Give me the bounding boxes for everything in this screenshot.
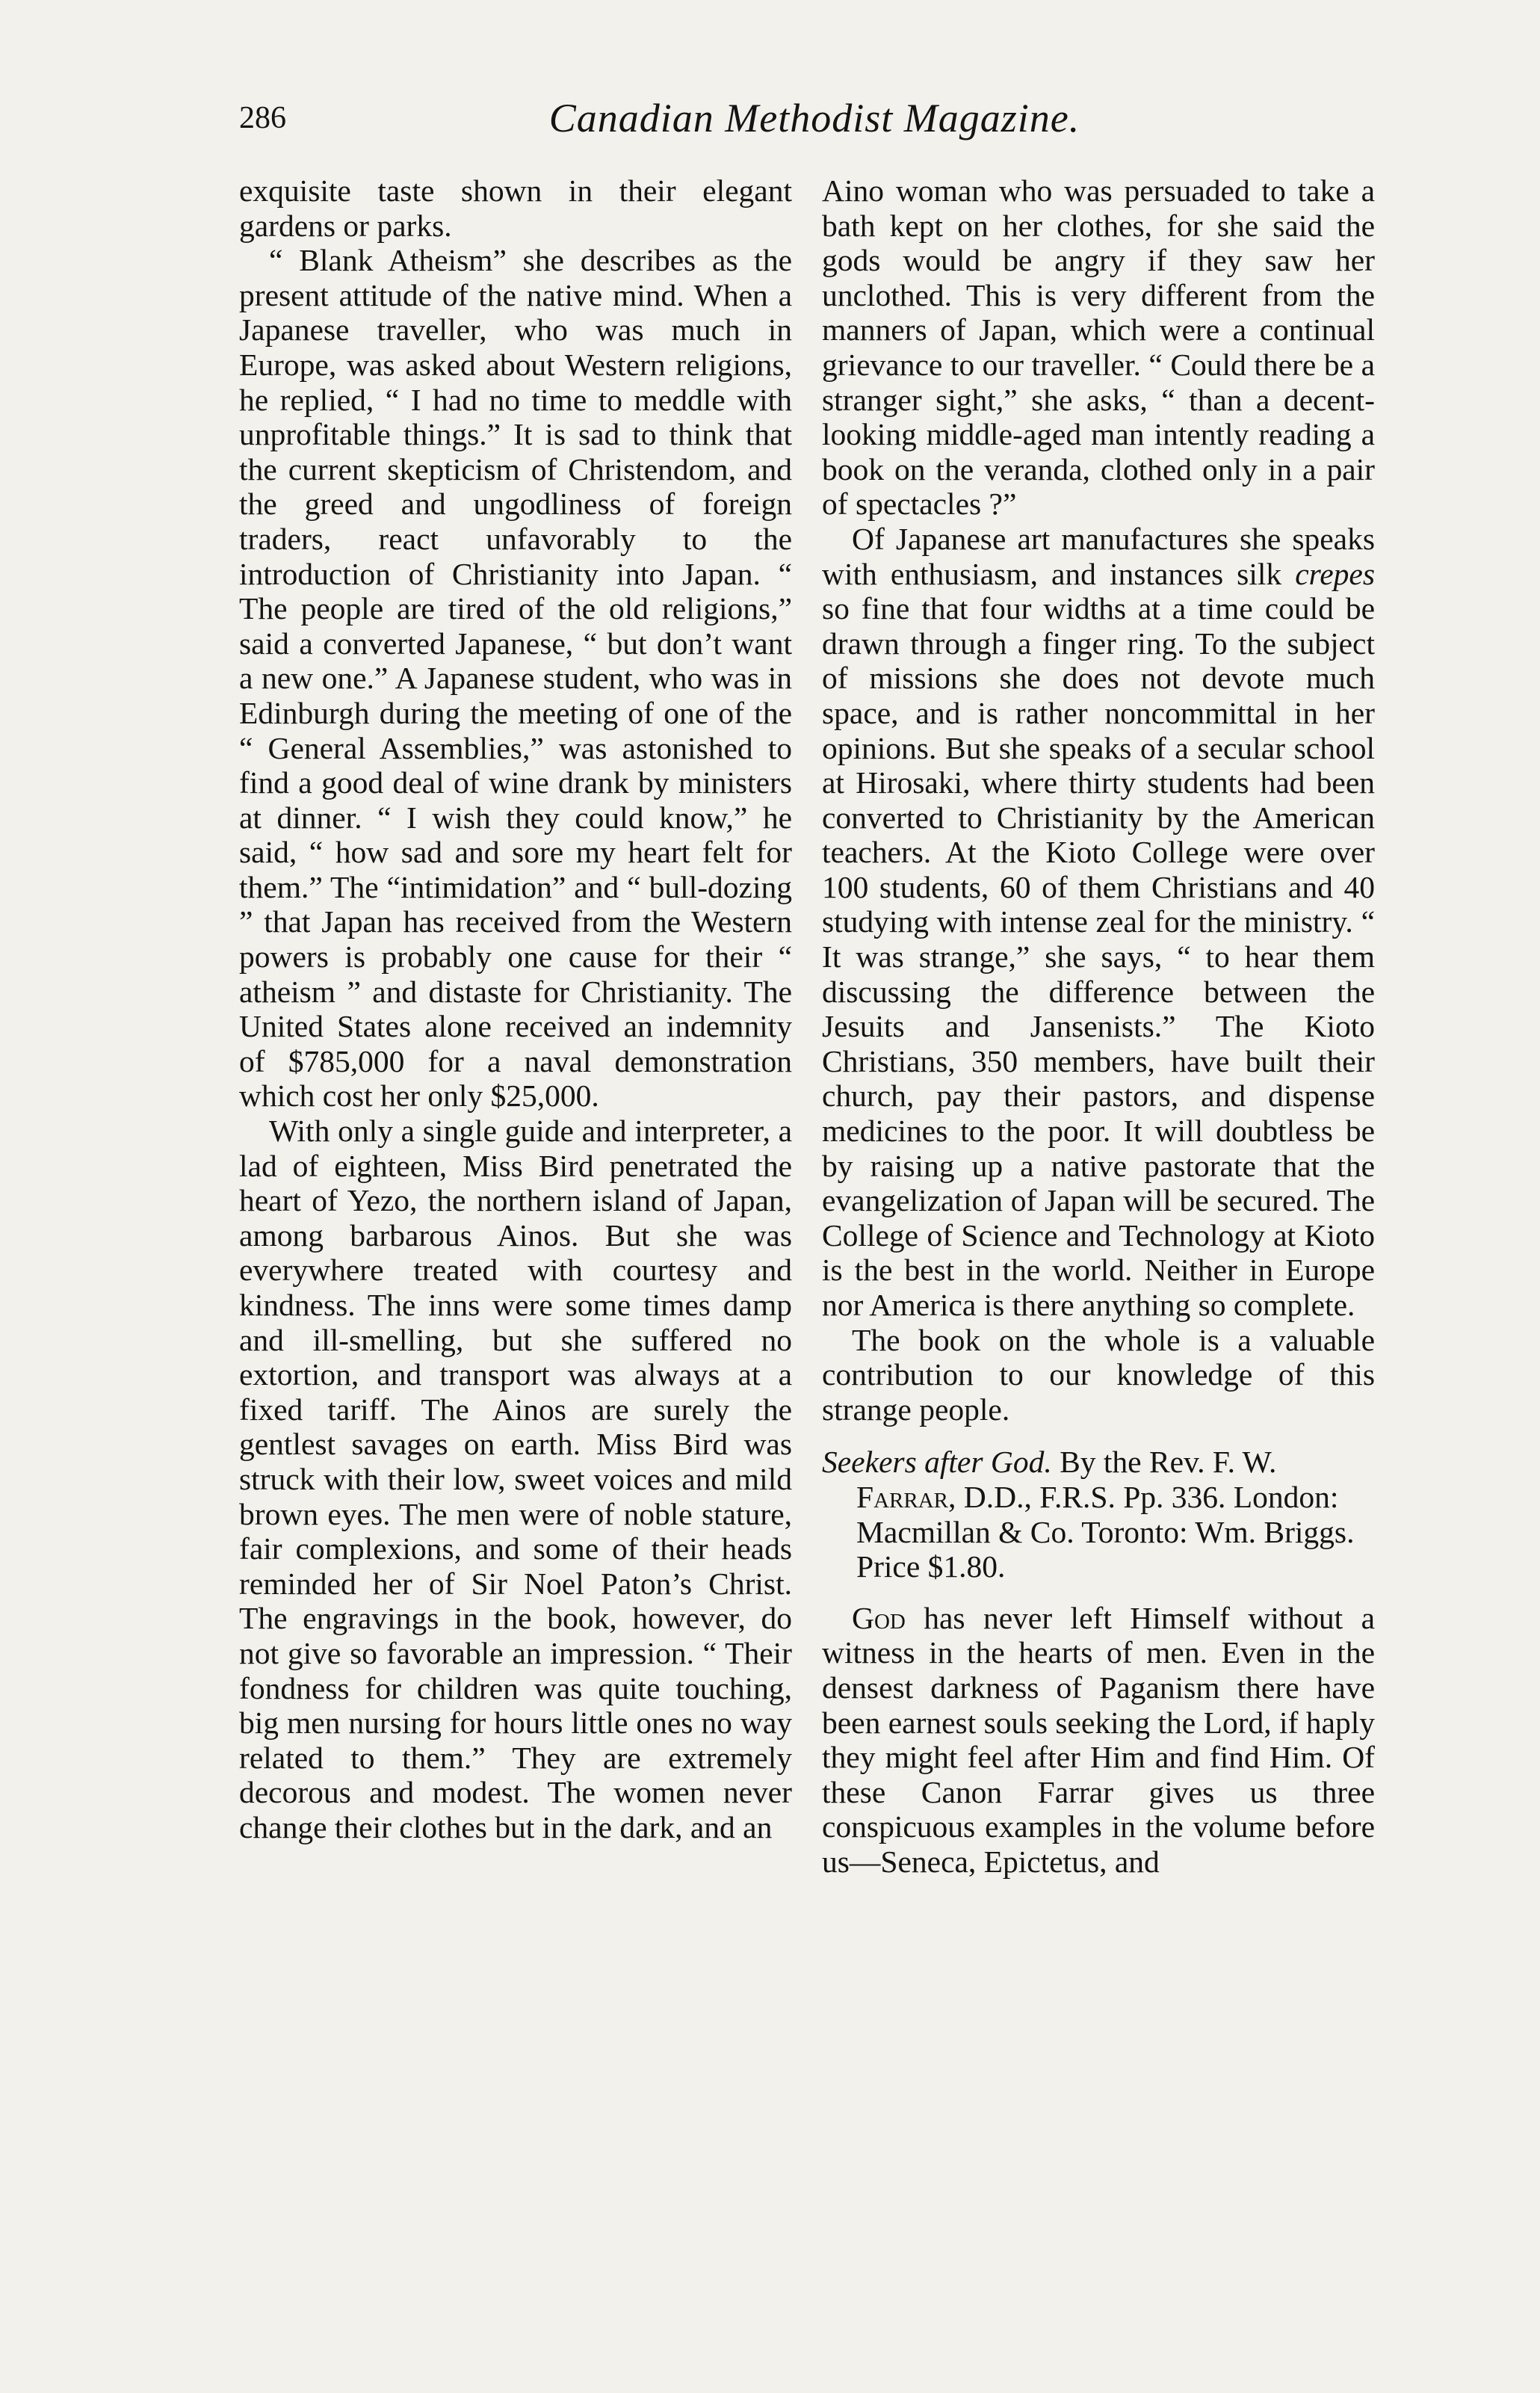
book-author: F. W. Farrar [856,1445,1277,1514]
page-number: 286 [239,101,286,135]
page-header [239,88,1390,148]
left-column [239,173,792,1845]
paragraph: The book on the whole is a valuable contribution to our knowledge of this strange people. [822,1322,1375,1427]
italic-term: crepes [1295,556,1375,591]
paragraph: “ Blank Atheism” she describes as the present attitude of the native mind. When a Japanese traveller, who was much in Europe, was asked about Western religions, he replied, “ I had no time to meddle with unprofitable things.” It is sad to think that the current skepticism of Christendom, and the greed and ungodliness of foreign traders, react unfavorably to the introduction of Christianity into Japan. “ The people are tired of the old religions,” said a converted Japanese, “ but don’t want a new one.” A Japanese student, who was in Edinburgh during the meeting of one of the “ General Assemblies,” was astonished to find a good deal of wine drank by ministers at dinner. “ I wish they could know,” he said, “ how sad and sore my heart felt for them.” The “intimidation” and “ bull-dozing ” that Japan has received from the Western powers is probably one cause for their “ atheism ” and distaste for Christianity. The United States alone received an indemnity of $785,000 for a naval demonstration which cost her only $25,000. [239,243,792,1114]
text-run: so fine that four widths at a time could be drawn through a finger ring. To the subject of missions she does not devote much space, and is rather noncommittal in her opinions. But she speaks of a secular school at Hirosaki, where thirty students had been converted to Christianity by the American teachers. At the Kioto College were over 100 students, 60 of them Christians and 40 studying with intense zeal for the ministry. “ It was strange,” she says, “ to hear them discussing the difference between the Jesuits and Jansenists.” The Kioto Christians, 350 members, have built their church, pay their pastors, and dispense medicines to the poor. It will doubtless be by raising up a native pastorate that the evangelization of Japan will be secured. The College of Science and Technology at Kioto is the best in the world. Neither in Europe nor America is there anything so complete. [822,591,1375,1322]
running-title: Canadian Methodist Magazine. [548,96,1080,141]
text-run: has never left Himself without a witness in the hearts of men. Even in the densest darkness of Paganism there have been earnest souls seeking the Lord, if haply they might feel after Him and find Him. Of these Canon Farrar gives us three conspicuous examples in the volume before us—Seneca, Epictetus, and [822,1600,1375,1879]
paragraph: With only a single guide and interpreter, a lad of eighteen, Miss Bird penetrated the heart of Yezo, the northern island of Japan, among barbarous Ainos. But she was everywhere treated with courtesy and kindness. The inns were some times damp and ill-smelling, but she suffered no extortion, and transport was always at a fixed tariff. The Ainos are surely the gentlest savages on earth. Miss Bird was struck with their low, sweet voices and mild brown eyes. The men were of noble stature, fair complexions, and some of their heads reminded her of Sir Noel Paton’s Christ. The engravings in the book, however, do not give so favorable an impression. “ Their fondness for children was quite touching, big men nursing for hours little ones no way related to them.” They are extremely decorous and modest. The women never change their clothes but in the dark, and an [239,1114,792,1844]
paragraph [822,522,1375,1323]
book-publication-details: , D.D., F.R.S. Pp. 336. London: Macmillan & Co. Toronto: Wm. Briggs. Price $1.80. [856,1479,1355,1584]
text-run: By the Rev. [1051,1445,1213,1480]
paragraph [822,1601,1375,1880]
book-notice [822,1445,1375,1584]
right-column [822,173,1375,1880]
book-title: Seekers after God. [822,1445,1052,1480]
lead-word: God [852,1600,906,1635]
text-run: Of Japanese art manufactures she speaks with enthusiasm, and instances silk [822,521,1375,591]
paragraph: exquisite taste shown in their elegant gardens or parks. [239,173,792,243]
paragraph: Aino woman who was persuaded to take a bath kept on her clothes, for she said the gods would be angry if they saw her unclothed. This is very different from the manners of Japan, which were a continual grievance to our traveller. “ Could there be a stranger sight,” she asks, “ than a decent-looking middle-aged man intently reading a book on the veranda, clothed only in a pair of spectacles ?” [822,173,1375,522]
